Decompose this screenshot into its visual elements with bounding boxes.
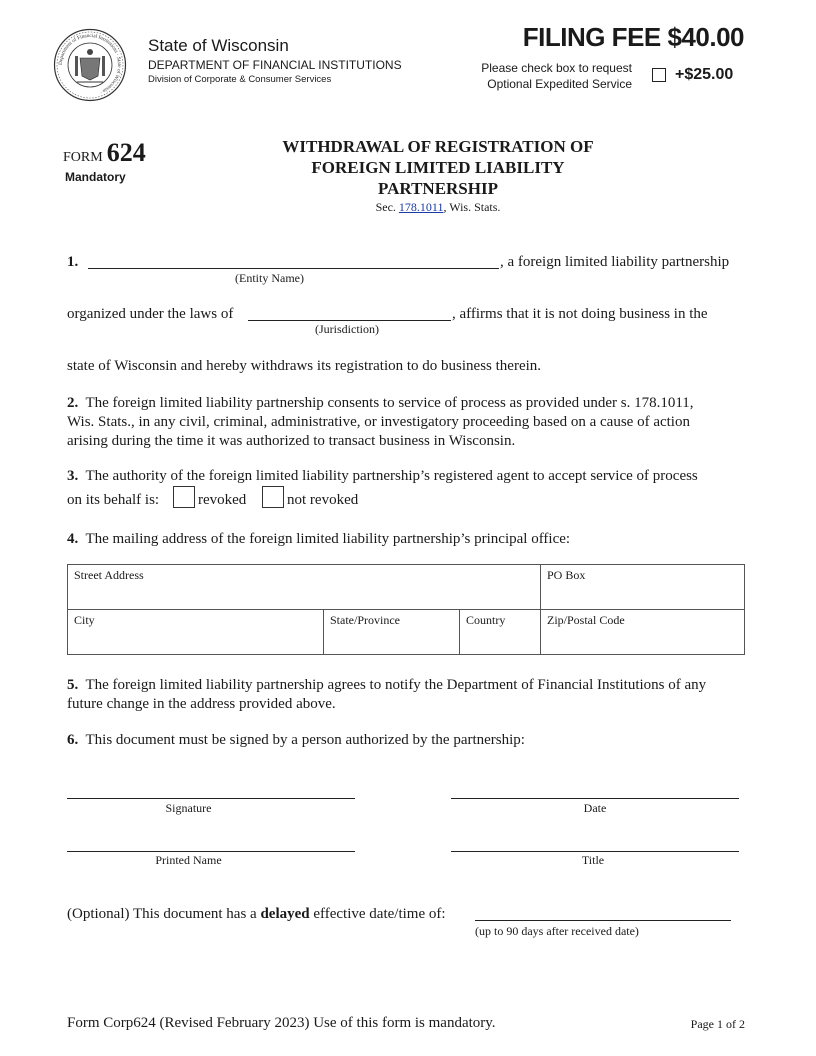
section-1-number: 1. [67,254,79,270]
po-box-label: PO Box [547,568,586,582]
sec-prefix: Sec. [375,200,396,214]
signature-label: Signature [165,801,212,815]
country-cell[interactable] [460,610,541,655]
form-label: FORM [63,150,103,165]
mandatory-label: Mandatory [65,170,126,184]
jurisdiction-label: (Jurisdiction) [315,322,379,336]
title-field[interactable] [451,851,739,852]
wisconsin-seal-logo [53,28,127,102]
section-5 [67,676,767,714]
form-number: 624 [106,138,146,167]
sec-suffix: , Wis. Stats. [443,200,501,214]
statute-link[interactable]: 178.1011 [398,200,444,214]
revoked-label: revoked [198,492,247,508]
expedite-line-1: Please check box to request [481,61,632,75]
revoked-checkbox[interactable] [173,486,195,508]
jurisdiction-field[interactable] [248,320,451,321]
filing-fee: FILING FEE $40.00 [522,22,744,52]
optional-delay-text [67,905,446,924]
title-line-1: WITHDRAWAL OF REGISTRATION OF [282,137,594,156]
printed-name-label: Printed Name [155,853,222,867]
expedite-line-2: Optional Expedited Service [487,77,632,91]
footer-page: Page 1 of 2 [690,1017,745,1031]
section-6-number: 6. [67,732,79,748]
department-name: DEPARTMENT OF FINANCIAL INSTITUTIONS [148,58,402,72]
section-5-line-1: The foreign limited liability partnership agrees to notify the Department of Financial Institutions of any [85,677,707,693]
date-field[interactable] [451,798,739,799]
printed-name-field[interactable] [67,851,355,852]
effective-date-field[interactable] [475,920,731,921]
section-3-line-1-wrap [67,467,767,486]
form-title [238,136,638,199]
optional-prefix: (Optional) This document has a [67,906,257,922]
expedite-fee: +$25.00 [675,66,734,83]
section-2 [67,394,757,451]
section-3-line-1: The authority of the foreign limited liability partnership’s registered agent to accept service of process [85,468,698,484]
state-province-cell[interactable] [324,610,460,655]
street-address-label: Street Address [74,568,144,582]
address-table [67,564,745,655]
footer-left: Form Corp624 (Revised February 2023) Use of this form is mandatory. [67,1015,496,1031]
state-name: State of Wisconsin [148,36,289,55]
division-name: Division of Corporate & Consumer Services [148,74,332,85]
section-2-line-2: Wis. Stats., in any civil, criminal, administrative, or investigatory proceeding based on a cause of action [67,414,690,430]
section-4 [67,530,570,549]
section-3-number: 3. [67,468,79,484]
section-2-line-1: The foreign limited liability partnership consents to service of process as provided under s. 178.1011, [85,395,694,411]
zip-label: Zip/Postal Code [547,613,625,627]
section-5-line-2: future change in the address provided above. [67,696,336,712]
entity-name-field[interactable] [88,268,499,269]
city-label: City [74,613,95,627]
optional-suffix: effective date/time of: [313,906,446,922]
country-label: Country [466,613,506,627]
state-line: state of Wisconsin and hereby withdraws its registration to do business therein. [67,358,542,374]
section-6 [67,731,525,750]
street-address-cell[interactable] [68,565,541,610]
optional-bold: delayed [260,906,310,922]
not-revoked-checkbox[interactable] [262,486,284,508]
section-4-text: The mailing address of the foreign limited liability partnership’s principal office: [85,531,571,547]
not-revoked-label: not revoked [287,492,359,508]
zip-cell[interactable] [541,610,745,655]
title-line-2: FOREIGN LIMITED LIABILITY [311,158,565,177]
optional-note: (up to 90 days after received date) [475,924,639,938]
title-label: Title [581,853,605,867]
entity-name-label: (Entity Name) [235,271,304,285]
section-4-number: 4. [67,531,79,547]
state-province-label: State/Province [330,613,400,627]
title-line-3: PARTNERSHIP [378,179,498,198]
city-cell[interactable] [68,610,324,655]
organized-suffix: , affirms that it is not doing business in the [452,306,708,322]
organized-prefix: organized under the laws of [67,306,234,322]
section-2-number: 2. [67,395,79,411]
section-5-number: 5. [67,677,79,693]
statute-citation [238,200,638,215]
form-id [63,138,146,168]
section-2-line-3: arising during the time it was authorized to transact business in Wisconsin. [67,433,516,449]
signature-field[interactable] [67,798,355,799]
seal-ring-text: Department of Financial Institutions · State of Wisconsin · [57,32,123,96]
po-box-cell[interactable] [541,565,745,610]
section-6-text: This document must be signed by a person authorized by the partnership: [85,732,525,748]
expedite-checkbox[interactable] [652,68,666,82]
section-1-after-name: , a foreign limited liability partnership [500,254,730,270]
section-3-line-2: on its behalf is: [67,492,160,508]
date-label: Date [583,801,607,815]
